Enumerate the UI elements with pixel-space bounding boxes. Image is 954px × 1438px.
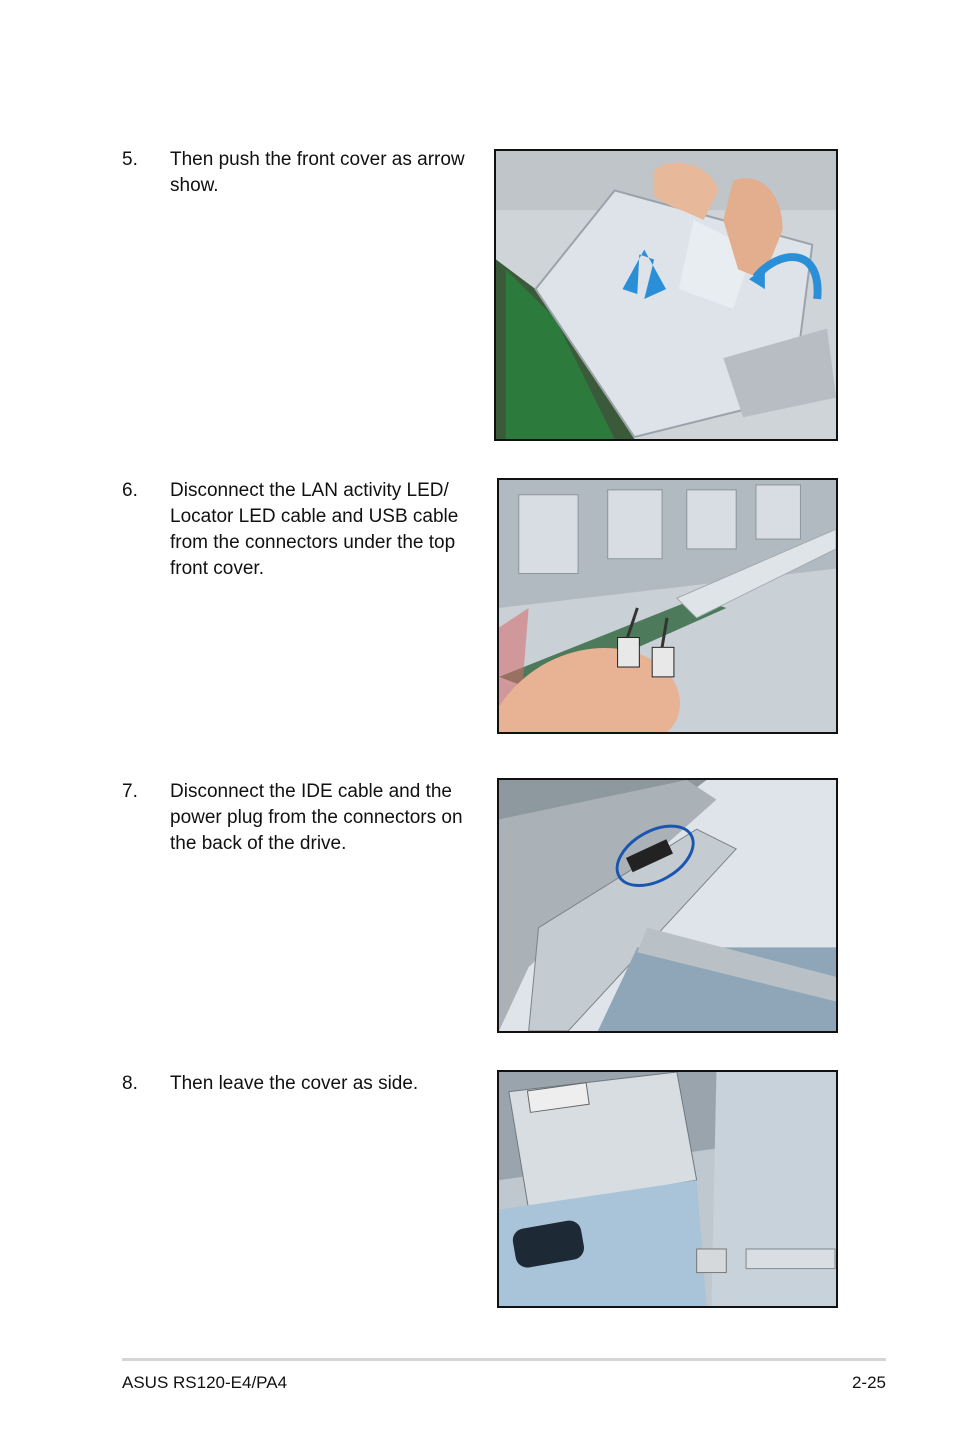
photo-cover-aside (497, 1070, 838, 1308)
footer-page-number: 2-25 (851, 1373, 886, 1392)
footer-product: ASUS RS120-E4/PA4 (122, 1373, 288, 1392)
step-text: Then leave the cover as side. (170, 1073, 419, 1094)
step-number: 8. (122, 1073, 138, 1094)
step-text: Disconnect the LAN activity LED/ Locator LED cable and USB cable from the connectors under the top front cover. (170, 480, 459, 579)
step-text: Then push the front cover as arrow show. (170, 149, 465, 196)
photo-push-front-cover (494, 149, 838, 441)
footer-divider (122, 1358, 886, 1361)
step-number: 6. (122, 480, 138, 501)
step-number: 7. (122, 781, 138, 802)
photo-disconnect-ide-power (497, 778, 838, 1033)
step-number: 5. (122, 149, 138, 170)
photo-disconnect-led-usb (497, 478, 838, 734)
step-text: Disconnect the IDE cable and the power plug from the connectors on the back of the drive. (170, 781, 463, 854)
